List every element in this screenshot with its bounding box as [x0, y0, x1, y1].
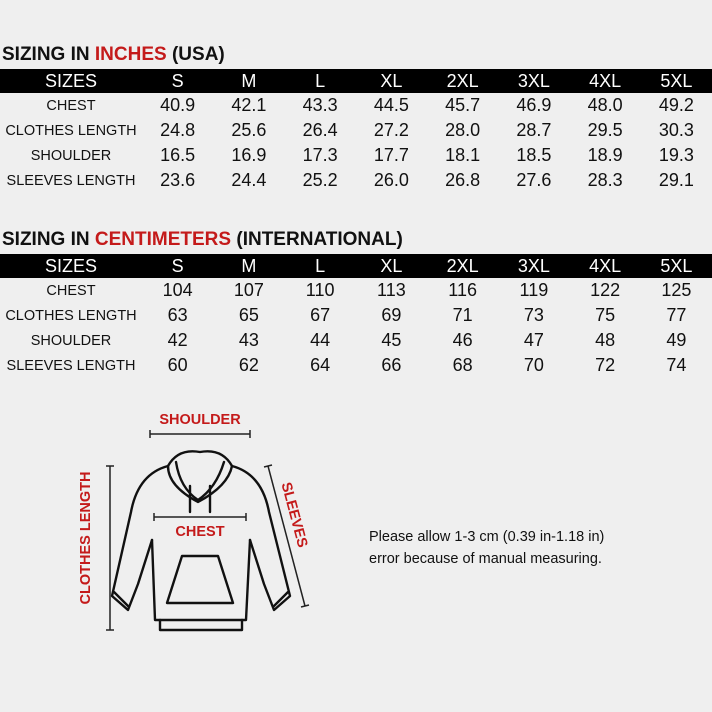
table-cell: 24.8 — [160, 120, 196, 140]
row-label: CLOTHES LENGTH — [5, 307, 137, 324]
table-cell: 73 — [523, 305, 544, 325]
table-cell: 48.0 — [587, 95, 623, 115]
table-cell: 60 — [167, 355, 188, 375]
table-cell: 30.3 — [658, 120, 694, 140]
table-cell: 49 — [666, 330, 687, 350]
table-cell: 28.0 — [445, 120, 481, 140]
header-cell: S — [142, 69, 213, 93]
header-cell: 3XL — [498, 254, 569, 278]
table-cell: 107 — [233, 280, 264, 300]
table-cell: 43.3 — [302, 95, 338, 115]
table-cell: 45.7 — [445, 95, 481, 115]
table-cell: 72 — [595, 355, 616, 375]
table-cell: 77 — [666, 305, 687, 325]
table-cell: 26.8 — [445, 170, 481, 190]
table-cell: 119 — [519, 280, 549, 300]
header-cell: 4XL — [570, 69, 641, 93]
table-cell: 66 — [381, 355, 402, 375]
table-cell: 42 — [167, 330, 188, 350]
table-cell: 122 — [590, 280, 621, 300]
table-cell: 18.5 — [516, 145, 552, 165]
table-cell: 75 — [595, 305, 616, 325]
table-cell: 110 — [305, 280, 335, 300]
row-label: SHOULDER — [30, 147, 112, 164]
table-cell: 28.7 — [516, 120, 552, 140]
table-cell: 116 — [448, 280, 477, 300]
header-cell: 3XL — [498, 69, 569, 93]
inches-title-prefix: SIZING IN — [2, 44, 95, 65]
table-cell: 26.4 — [302, 120, 338, 140]
table-cell: 26.0 — [373, 170, 409, 190]
table-cell: 48 — [595, 330, 616, 350]
table-cell: 65 — [238, 305, 259, 325]
header-cell: M — [213, 69, 284, 93]
table-cell: 17.3 — [302, 145, 338, 165]
table-cell: 24.4 — [231, 170, 267, 190]
inches-title-accent: INCHES — [94, 44, 167, 65]
header-cell: 5XL — [641, 254, 712, 278]
table-cell: 44 — [310, 330, 331, 350]
table-cell: 42.1 — [231, 95, 267, 115]
inches-title-suffix: (USA) — [166, 44, 225, 65]
table-cell: 49.2 — [658, 95, 694, 115]
table-cell: 29.1 — [658, 170, 694, 190]
centimeters-title-suffix: (INTERNATIONAL) — [231, 229, 403, 250]
table-cell: 17.7 — [373, 145, 409, 165]
chest-label: CHEST — [175, 524, 225, 540]
table-cell: 68 — [452, 355, 473, 375]
table-cell: 74 — [666, 355, 687, 375]
table-cell: 67 — [310, 305, 331, 325]
table-cell: 125 — [661, 280, 692, 300]
table-cell: 113 — [377, 280, 406, 300]
row-label: CLOTHES LENGTH — [5, 122, 137, 139]
header-cell: SIZES — [0, 254, 142, 278]
table-cell: 70 — [523, 355, 544, 375]
table-cell: 18.1 — [445, 145, 481, 165]
shoulder-label: SHOULDER — [159, 412, 241, 428]
table-cell: 19.3 — [658, 145, 694, 165]
header-cell: L — [285, 69, 356, 93]
table-cell: 44.5 — [373, 95, 409, 115]
header-cell: M — [213, 254, 284, 278]
table-cell: 23.6 — [160, 170, 196, 190]
note-line-2: error because of manual measuring. — [369, 551, 602, 567]
sleeves-label: SLEEVES — [277, 480, 311, 550]
header-cell: XL — [356, 69, 427, 93]
row-label: SLEEVES LENGTH — [6, 172, 136, 189]
table-cell: 47 — [523, 330, 544, 350]
header-cell: XL — [356, 254, 427, 278]
table-cell: 25.6 — [231, 120, 267, 140]
header-cell: L — [285, 254, 356, 278]
row-label: SHOULDER — [30, 332, 112, 349]
header-cell: 4XL — [570, 254, 641, 278]
table-cell: 64 — [310, 355, 331, 375]
table-cell: 62 — [238, 355, 259, 375]
row-label: CHEST — [46, 282, 96, 299]
table-cell: 43 — [238, 330, 259, 350]
note-line-1: Please allow 1-3 cm (0.39 in-1.18 in) — [369, 529, 605, 545]
table-cell: 27.6 — [516, 170, 552, 190]
row-label: SLEEVES LENGTH — [6, 357, 136, 374]
header-cell: 2XL — [427, 254, 498, 278]
table-cell: 28.3 — [587, 170, 623, 190]
table-cell: 29.5 — [587, 120, 623, 140]
centimeters-title-prefix: SIZING IN — [2, 229, 95, 250]
clothes-length-label: CLOTHES LENGTH — [78, 471, 94, 605]
header-cell: 2XL — [427, 69, 498, 93]
table-cell: 45 — [381, 330, 402, 350]
centimeters-title-accent: CENTIMETERS — [94, 229, 232, 250]
row-label: CHEST — [46, 97, 96, 114]
table-cell: 63 — [167, 305, 188, 325]
table-cell: 46 — [452, 330, 473, 350]
header-cell: S — [142, 254, 213, 278]
table-cell: 16.5 — [160, 145, 196, 165]
table-cell: 69 — [381, 305, 402, 325]
measuring-note — [369, 526, 604, 570]
table-cell: 27.2 — [373, 120, 409, 140]
header-cell: SIZES — [0, 69, 142, 93]
table-cell: 46.9 — [516, 95, 552, 115]
table-cell: 71 — [452, 305, 473, 325]
table-cell: 25.2 — [302, 170, 338, 190]
table-cell: 40.9 — [160, 95, 196, 115]
table-cell: 16.9 — [231, 145, 267, 165]
hoodie-icon — [112, 451, 290, 630]
table-cell: 104 — [162, 280, 193, 300]
table-cell: 18.9 — [587, 145, 623, 165]
header-cell: 5XL — [641, 69, 712, 93]
